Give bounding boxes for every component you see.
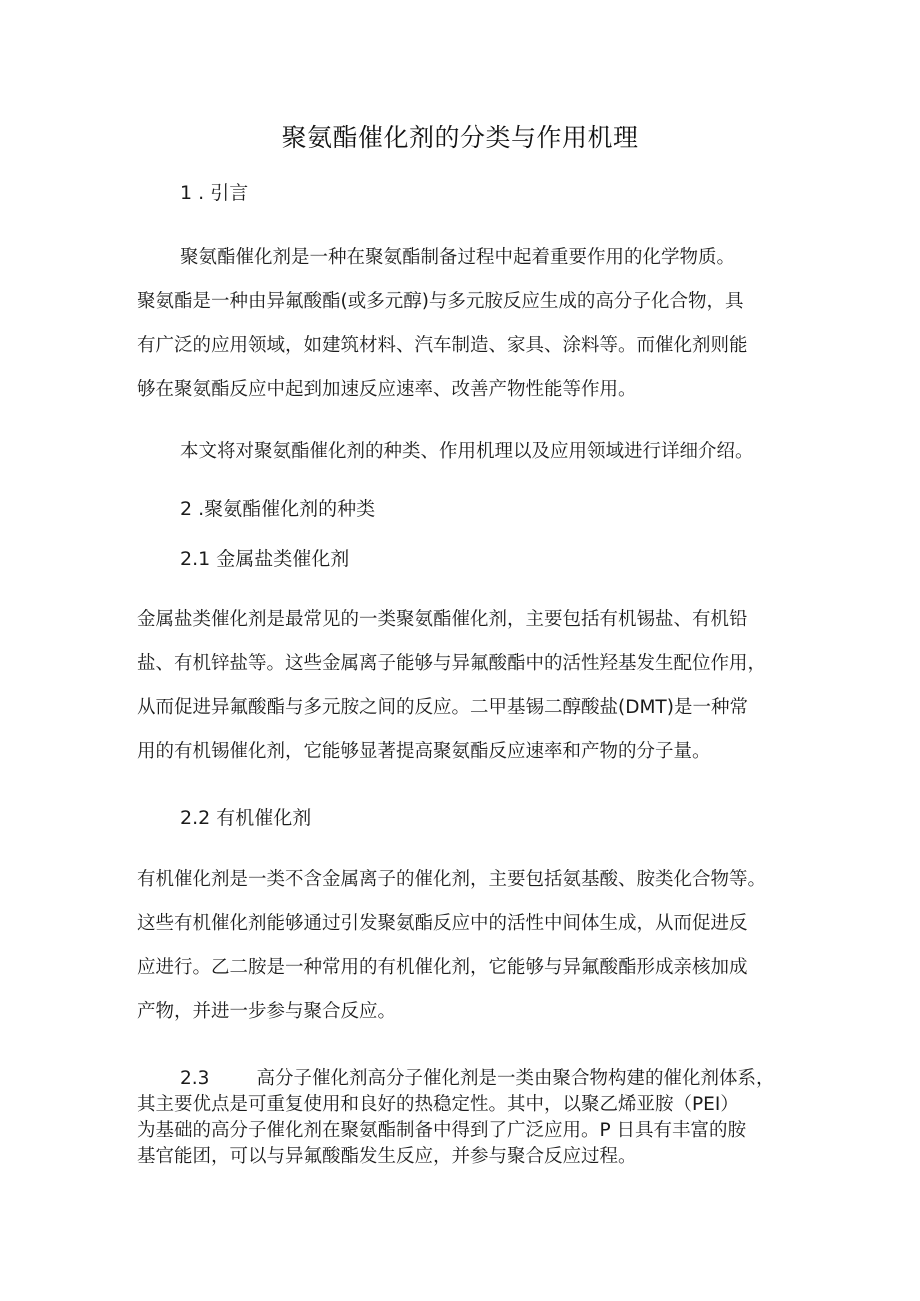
- paragraph-line: 从而促进异氟酸酯与多元胺之间的反应。二甲基锡二醇酸盐(DMT)是一种常: [137, 697, 748, 718]
- paragraph-line: 有广泛的应用领域，如建筑材料、汽车制造、家具、涂料等。而催化剂则能: [137, 335, 748, 356]
- paragraph-line: 金属盐类催化剂是最常见的一类聚氨酯催化剂，主要包括有机锡盐、有机铅: [137, 609, 748, 630]
- paragraph-line: 2.3 高分子催化剂高分子催化剂是一类由聚合物构建的催化剂体系，: [180, 1068, 775, 1089]
- paragraph-introduction-1: [137, 236, 797, 412]
- paragraph-line: 基官能团，可以与异氟酸酯发生反应，并参与聚合反应过程。: [137, 1146, 637, 1167]
- paragraph-line: 有机催化剂是一类不含金属离子的催化剂，主要包括氨基酸、胺类化合物等。: [137, 869, 767, 890]
- paragraph-organic: [137, 858, 797, 1034]
- paragraph-line: 盐、有机锌盐等。这些金属离子能够与异氟酸酯中的活性羟基发生配位作用，: [137, 653, 767, 674]
- section-heading-catalyst-types: 2 .聚氨酯催化剂的种类: [180, 498, 376, 520]
- paragraph-introduction-2: [137, 430, 797, 474]
- paragraph-line: 其主要优点是可重复使用和良好的热稳定性。其中，以聚乙烯亚胺（PEI）: [137, 1094, 739, 1115]
- paragraph-line: 产物，并进一步参与聚合反应。: [137, 1001, 397, 1022]
- paragraph-line: 本文将对聚氨酯催化剂的种类、作用机理以及应用领域进行详细介绍。: [180, 441, 754, 462]
- paragraph-line: 用的有机锡催化剂，它能够显著提高聚氨酯反应速率和产物的分子量。: [137, 741, 711, 762]
- paragraph-line: 为基础的高分子催化剂在聚氨酯制备中得到了广泛应用。P 日具有丰富的胺: [137, 1120, 747, 1141]
- paragraph-metal-salt: [137, 598, 797, 774]
- paragraph-line: 这些有机催化剂能够通过引发聚氨酯反应中的活性中间体生成，从而促进反: [137, 913, 748, 934]
- paragraph-line: 聚氨酯是一种由异氟酸酯(或多元醇)与多元胺反应生成的高分子化合物，具: [137, 291, 744, 312]
- subsection-heading-metal-salt: 2.1 金属盐类催化剂: [180, 548, 350, 570]
- paragraph-line: 应进行。乙二胺是一种常用的有机催化剂，它能够与异氟酸酯形成亲核加成: [137, 957, 748, 978]
- paragraph-line: 够在聚氨酯反应中起到加速反应速率、改善产物性能等作用。: [137, 379, 637, 400]
- document-title: 聚氨酯催化剂的分类与作用机理: [281, 123, 639, 152]
- section-heading-introduction: 1 . 引言: [180, 182, 249, 204]
- paragraph-line: 聚氨酯催化剂是一种在聚氨酯制备过程中起着重要作用的化学物质。: [180, 247, 736, 268]
- subsection-heading-organic: 2.2 有机催化剂: [180, 807, 312, 829]
- paragraph-polymer: [137, 1066, 797, 1170]
